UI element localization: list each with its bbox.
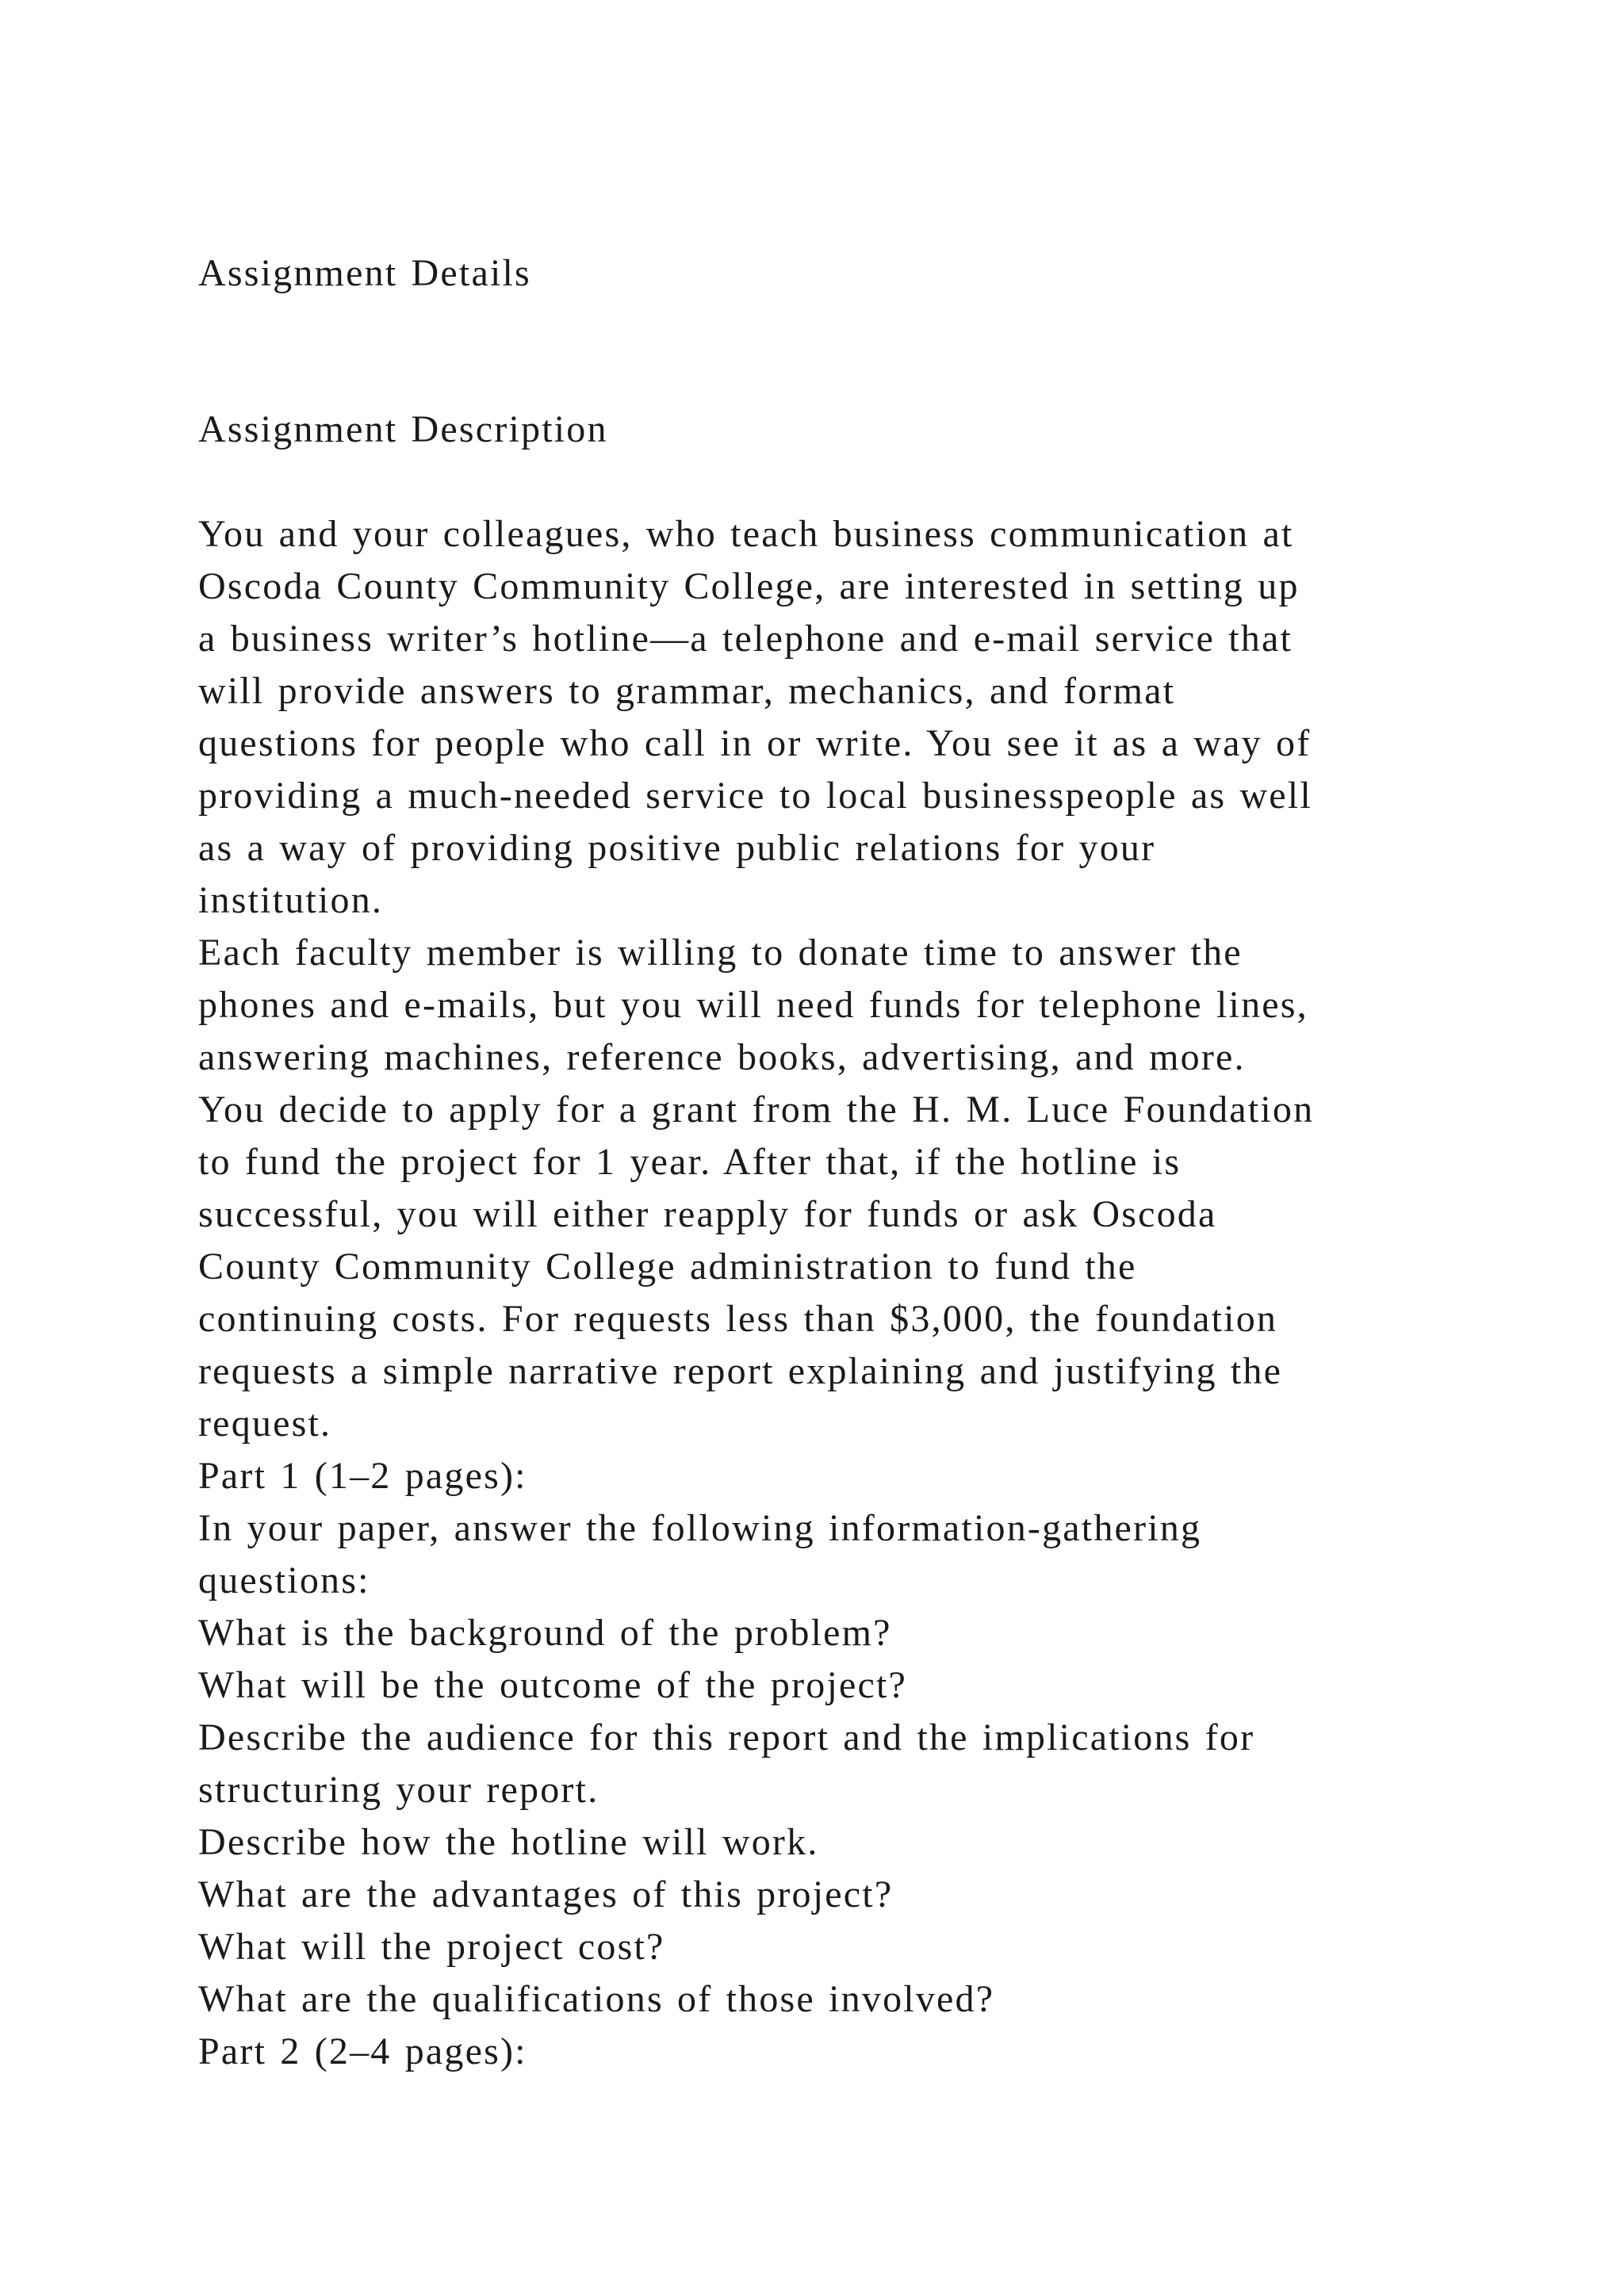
text-line: Oscoda County Community College, are interested in setting up [198,565,1300,607]
text-line: questions for people who call in or write. You see it as a way of [198,722,1312,764]
text-line: a business writer’s hotline—a telephone and e-mail service that [198,618,1293,660]
list-item: structuring your report. [198,1769,599,1811]
text-line: You decide to apply for a grant from the H. M. Luce Foundation [198,1089,1315,1131]
text-line: Each faculty member is willing to donate time to answer the [198,932,1243,974]
section-heading: Assignment Description [198,408,608,450]
text-line: request. [198,1402,332,1445]
text-line: successful, you will either reapply for funds or ask Oscoda [198,1193,1217,1235]
list-item: What will the project cost? [198,1926,665,1968]
list-item: What will be the outcome of the project? [198,1664,908,1706]
list-item: Describe how the hotline will work. [198,1821,819,1863]
text-line: You and your colleagues, who teach business communication at [198,513,1294,555]
text-line: to fund the project for 1 year. After that, if the hotline is [198,1141,1182,1183]
text-line: phones and e-mails, but you will need funds for telephone lines, [198,984,1308,1026]
list-item: What are the advantages of this project? [198,1873,894,1915]
document-title: Assignment Details [198,252,531,294]
text-line: answering machines, reference books, advertising, and more. [198,1036,1246,1078]
part-1-label: Part 1 (1–2 pages): [198,1455,527,1497]
list-item: What are the qualifications of those involved? [198,1978,995,2020]
list-item: Describe the audience for this report and the implications for [198,1716,1255,1758]
text-line: In your paper, answer the following information-gathering [198,1507,1202,1549]
text-line: providing a much-needed service to local businesspeople as well [198,775,1312,817]
text-line: institution. [198,879,384,921]
text-line: requests a simple narrative report explaining and justifying the [198,1350,1283,1392]
list-item: What is the background of the problem? [198,1612,892,1654]
text-line: will provide answers to grammar, mechanics, and format [198,670,1176,712]
text-line: as a way of providing positive public relations for your [198,827,1156,869]
text-line: County Community College administration to fund the [198,1246,1137,1288]
text-line: questions: [198,1559,370,1601]
text-line: continuing costs. For requests less than $3,000, the foundation [198,1298,1278,1340]
part-2-label: Part 2 (2–4 pages): [198,2030,527,2072]
